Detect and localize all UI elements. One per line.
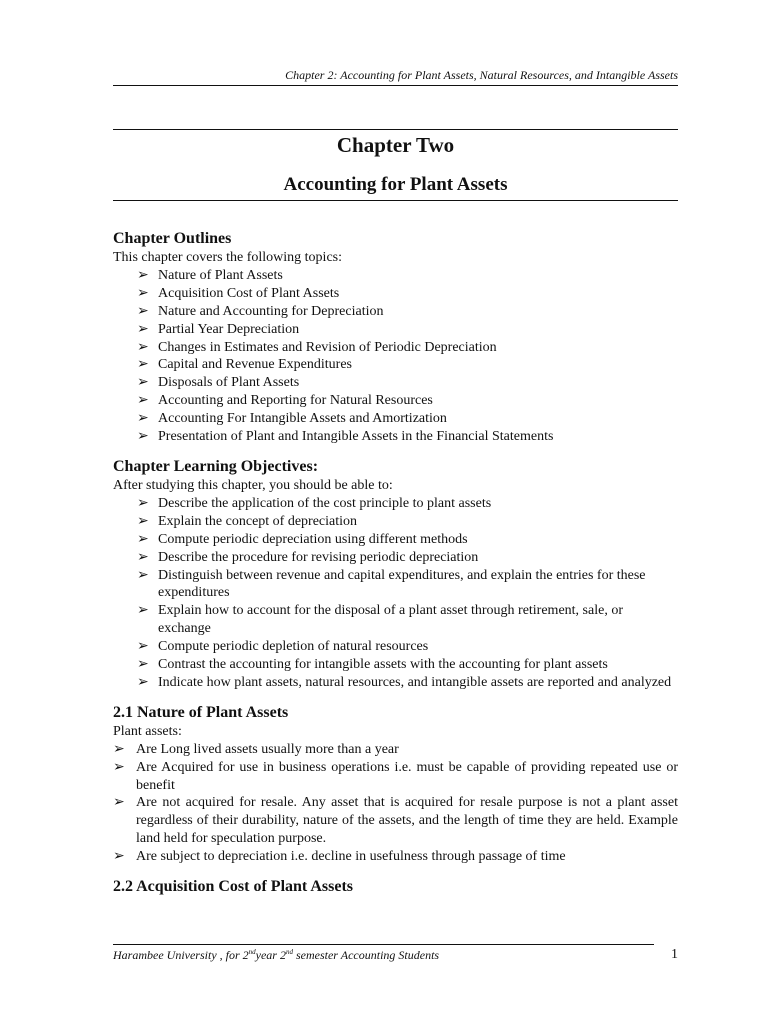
list-item xyxy=(113,374,678,392)
list-item-text: Describe the application of the cost principle to plant assets xyxy=(158,495,492,511)
list-item xyxy=(113,567,678,603)
list-item xyxy=(113,339,678,357)
title-divider-top xyxy=(113,129,678,130)
list-item xyxy=(113,267,678,285)
list-item-text: Disposals of Plant Assets xyxy=(158,375,300,391)
arrowhead-bullet-icon: ➢ xyxy=(137,339,149,355)
list-item-text: Are Long lived assets usually more than a year xyxy=(136,741,399,757)
list-item xyxy=(113,303,678,321)
arrowhead-bullet-icon: ➢ xyxy=(137,285,149,301)
list-item-text: Explain how to account for the disposal of a plant asset through retirement, sale, or exchange xyxy=(158,603,623,637)
list-item xyxy=(113,674,678,692)
arrowhead-bullet-icon: ➢ xyxy=(137,321,149,337)
arrowhead-bullet-icon: ➢ xyxy=(137,495,149,511)
section-2-1-heading: 2.1 Nature of Plant Assets xyxy=(113,703,289,721)
list-item xyxy=(113,549,678,567)
footer-part-3: semester Accounting Students xyxy=(292,948,440,962)
list-item xyxy=(113,392,678,410)
list-item xyxy=(113,759,678,795)
list-item xyxy=(113,495,678,513)
list-item xyxy=(113,848,678,866)
list-item-text: Are Acquired for use in business operations i.e. must be capable of providing repeated use or benefit xyxy=(136,759,678,793)
list-item-text: Contrast the accounting for intangible assets with the accounting for plant assets xyxy=(158,657,608,673)
list-item xyxy=(113,741,678,759)
list-item xyxy=(113,794,678,848)
arrowhead-bullet-icon: ➢ xyxy=(113,741,125,757)
arrowhead-bullet-icon: ➢ xyxy=(137,674,149,690)
list-item xyxy=(113,513,678,531)
arrowhead-bullet-icon: ➢ xyxy=(137,549,149,565)
list-item-text: Nature of Plant Assets xyxy=(158,267,283,283)
arrowhead-bullet-icon: ➢ xyxy=(137,639,149,655)
list-item-text: Accounting and Reporting for Natural Resources xyxy=(158,393,433,409)
list-item-text: Compute periodic depletion of natural resources xyxy=(158,639,429,655)
outlines-list xyxy=(113,267,678,446)
list-item-text: Acquisition Cost of Plant Assets xyxy=(158,285,340,301)
arrowhead-bullet-icon: ➢ xyxy=(137,357,149,373)
arrowhead-bullet-icon: ➢ xyxy=(137,393,149,409)
arrowhead-bullet-icon: ➢ xyxy=(137,375,149,391)
page-content xyxy=(113,229,678,897)
list-item-text: Indicate how plant assets, natural resources, and intangible assets are reported and analyzed xyxy=(158,674,672,690)
list-item-text: Changes in Estimates and Revision of Periodic Depreciation xyxy=(158,339,497,355)
footer-part-2: year 2 xyxy=(255,948,286,962)
arrowhead-bullet-icon: ➢ xyxy=(113,759,125,775)
list-item-text: Nature and Accounting for Depreciation xyxy=(158,303,384,319)
arrowhead-bullet-icon: ➢ xyxy=(113,795,125,811)
footer-sup-1: nd xyxy=(248,948,256,956)
list-item-text: Describe the procedure for revising periodic depreciation xyxy=(158,549,479,565)
page-number: 1 xyxy=(671,947,678,962)
list-item xyxy=(113,321,678,339)
footer-divider xyxy=(113,944,654,945)
list-item-text: Presentation of Plant and Intangible Assets in the Financial Statements xyxy=(158,429,554,445)
title-divider-bottom xyxy=(113,200,678,201)
list-item xyxy=(113,531,678,549)
objectives-intro: After studying this chapter, you should be able to: xyxy=(113,477,393,493)
arrowhead-bullet-icon: ➢ xyxy=(137,603,149,619)
section-2-1-intro: Plant assets: xyxy=(113,723,182,739)
footer-sup-2: nd xyxy=(285,948,293,956)
running-header: Chapter 2: Accounting for Plant Assets, Natural Resources, and Intangible Assets xyxy=(285,68,678,82)
header-divider xyxy=(113,85,678,86)
list-item-text: Capital and Revenue Expenditures xyxy=(158,357,352,373)
chapter-number: Chapter Two xyxy=(336,133,455,157)
footer-part-1: Harambee University , for 2 xyxy=(113,948,249,962)
objectives-heading: Chapter Learning Objectives: xyxy=(113,457,319,475)
list-item xyxy=(113,356,678,374)
list-item-text: Explain the concept of depreciation xyxy=(158,513,358,529)
list-item-text: Compute periodic depreciation using different methods xyxy=(158,531,468,547)
arrowhead-bullet-icon: ➢ xyxy=(137,267,149,283)
list-item xyxy=(113,428,678,446)
arrowhead-bullet-icon: ➢ xyxy=(137,567,149,583)
list-item-text: Are not acquired for resale. Any asset that is acquired for resale purpose is not a plant asset regardless of their durability, nature of the assets, and the length of time they are held. Example land held for speculation purpose. xyxy=(136,795,678,847)
section-2-1-list xyxy=(113,741,678,866)
footer-text xyxy=(113,948,439,963)
arrowhead-bullet-icon: ➢ xyxy=(113,849,125,865)
arrowhead-bullet-icon: ➢ xyxy=(137,531,149,547)
arrowhead-bullet-icon: ➢ xyxy=(137,429,149,445)
list-item-text: Accounting For Intangible Assets and Amortization xyxy=(158,411,447,427)
arrowhead-bullet-icon: ➢ xyxy=(137,411,149,427)
list-item-text: Partial Year Depreciation xyxy=(158,321,300,337)
arrowhead-bullet-icon: ➢ xyxy=(137,303,149,319)
list-item-text: Distinguish between revenue and capital expenditures, and explain the entries for these expenditures xyxy=(158,567,646,601)
list-item xyxy=(113,638,678,656)
list-item xyxy=(113,285,678,303)
arrowhead-bullet-icon: ➢ xyxy=(137,513,149,529)
arrowhead-bullet-icon: ➢ xyxy=(137,657,149,673)
list-item xyxy=(113,410,678,428)
list-item-text: Are subject to depreciation i.e. decline in usefulness through passage of time xyxy=(136,849,566,865)
outlines-heading: Chapter Outlines xyxy=(113,230,232,247)
outlines-intro: This chapter covers the following topics: xyxy=(113,250,342,265)
objectives-list xyxy=(113,495,678,692)
list-item xyxy=(113,656,678,674)
document-page xyxy=(113,0,678,1024)
list-item xyxy=(113,602,678,638)
chapter-title: Accounting for Plant Assets xyxy=(283,174,508,195)
section-2-2-heading: 2.2 Acquisition Cost of Plant Assets xyxy=(113,878,354,896)
